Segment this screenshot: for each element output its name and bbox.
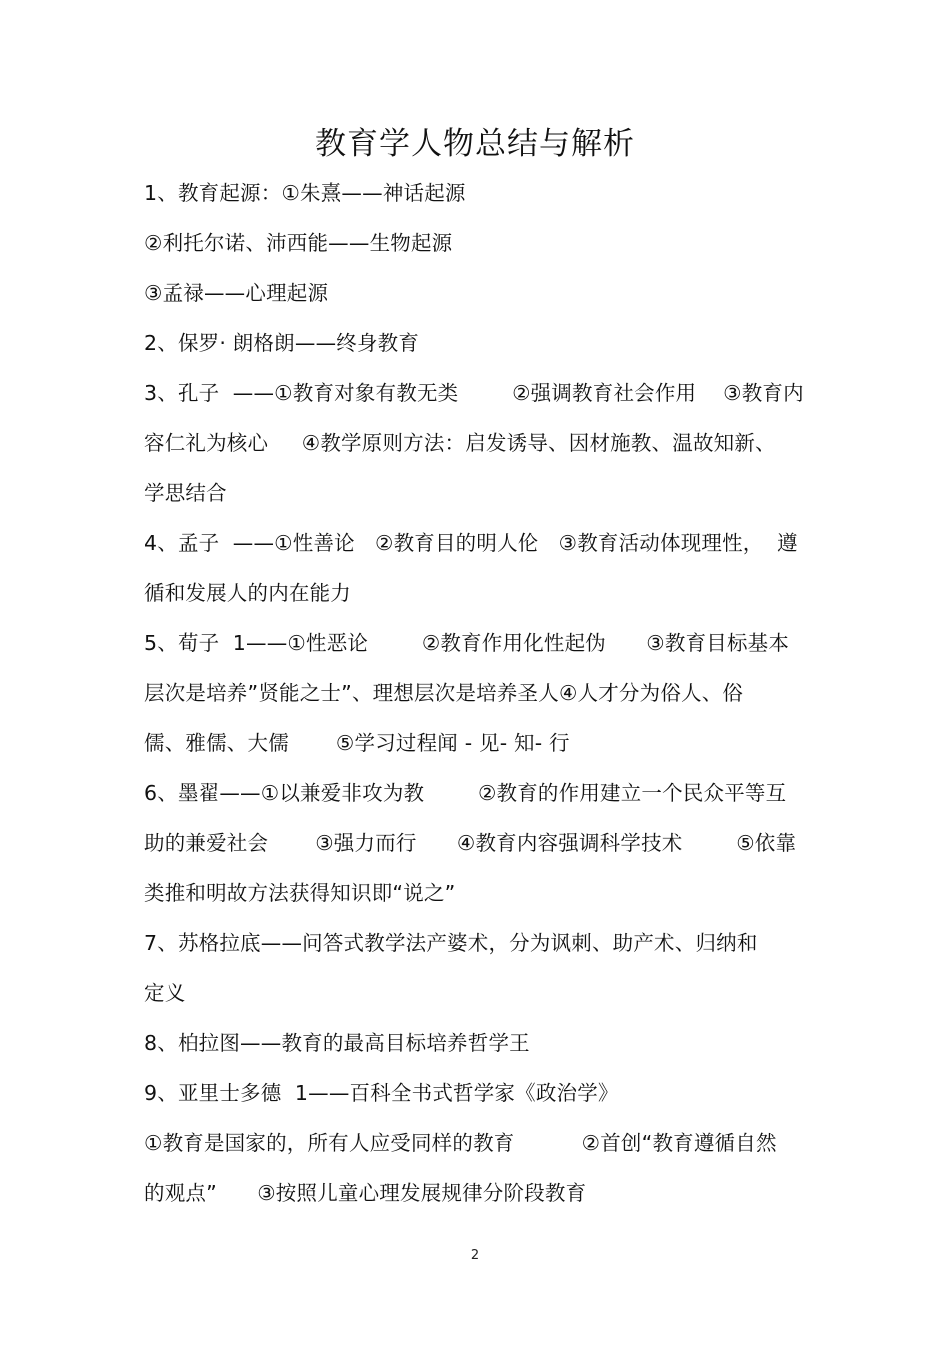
- text-line: 的观点” ③按照儿童心理发展规律分阶段教育: [144, 1181, 587, 1205]
- text-line: 儒、雅儒、大儒 ⑤学习过程闻 - 见- 知- 行: [144, 731, 570, 755]
- text-line: 9、亚里士多德 1——百科全书式哲学家《政治学》: [144, 1081, 619, 1105]
- text-line: ③孟禄——心理起源: [144, 281, 329, 305]
- text-line: 学思结合: [144, 481, 227, 505]
- page-number: 2: [470, 1248, 480, 1263]
- text-line: ②利托尔诺、沛西能——生物起源: [144, 231, 453, 255]
- text-line: 8、柏拉图——教育的最高目标培养哲学王: [144, 1031, 530, 1055]
- text-line: 类推和明故方法获得知识即“说之”: [144, 881, 456, 905]
- text-line: 容仁礼为核心 ④教学原则方法：启发诱导、因材施教、温故知新、: [144, 431, 776, 455]
- text-line: 层次是培养”贤能之士”、理想层次是培养圣人④人才分为俗人、俗: [144, 681, 744, 705]
- text-line: 5、荀子 1——①性恶论 ②教育作用化性起伪 ③教育目标基本: [144, 631, 790, 655]
- document-body: [144, 168, 824, 1218]
- text-line: 助的兼爱社会 ③强力而行 ④教育内容强调科学技术 ⑤依靠: [144, 831, 797, 855]
- text-line: 7、苏格拉底——问答式教学法产婆术，分为讽刺、助产术、归纳和: [144, 931, 758, 955]
- text-line: 4、孟子 ——①性善论 ②教育目的明人伦 ③教育活动体现理性， 遵: [144, 531, 798, 555]
- document-title: 教育学人物总结与解析: [315, 126, 635, 162]
- text-line: 2、保罗· 朗格朗——终身教育: [144, 331, 420, 355]
- text-line: 循和发展人的内在能力: [144, 581, 351, 605]
- text-line: 3、孔子 ——①教育对象有教无类 ②强调教育社会作用 ③教育内: [144, 381, 804, 405]
- text-line: 6、墨翟——①以兼爱非攻为教 ②教育的作用建立一个民众平等互: [144, 781, 787, 805]
- text-line: 1、教育起源：①朱熹——神话起源: [144, 181, 466, 205]
- text-line: ①教育是国家的，所有人应受同样的教育 ②首创“教育遵循自然: [144, 1131, 777, 1155]
- text-line: 定义: [144, 981, 186, 1005]
